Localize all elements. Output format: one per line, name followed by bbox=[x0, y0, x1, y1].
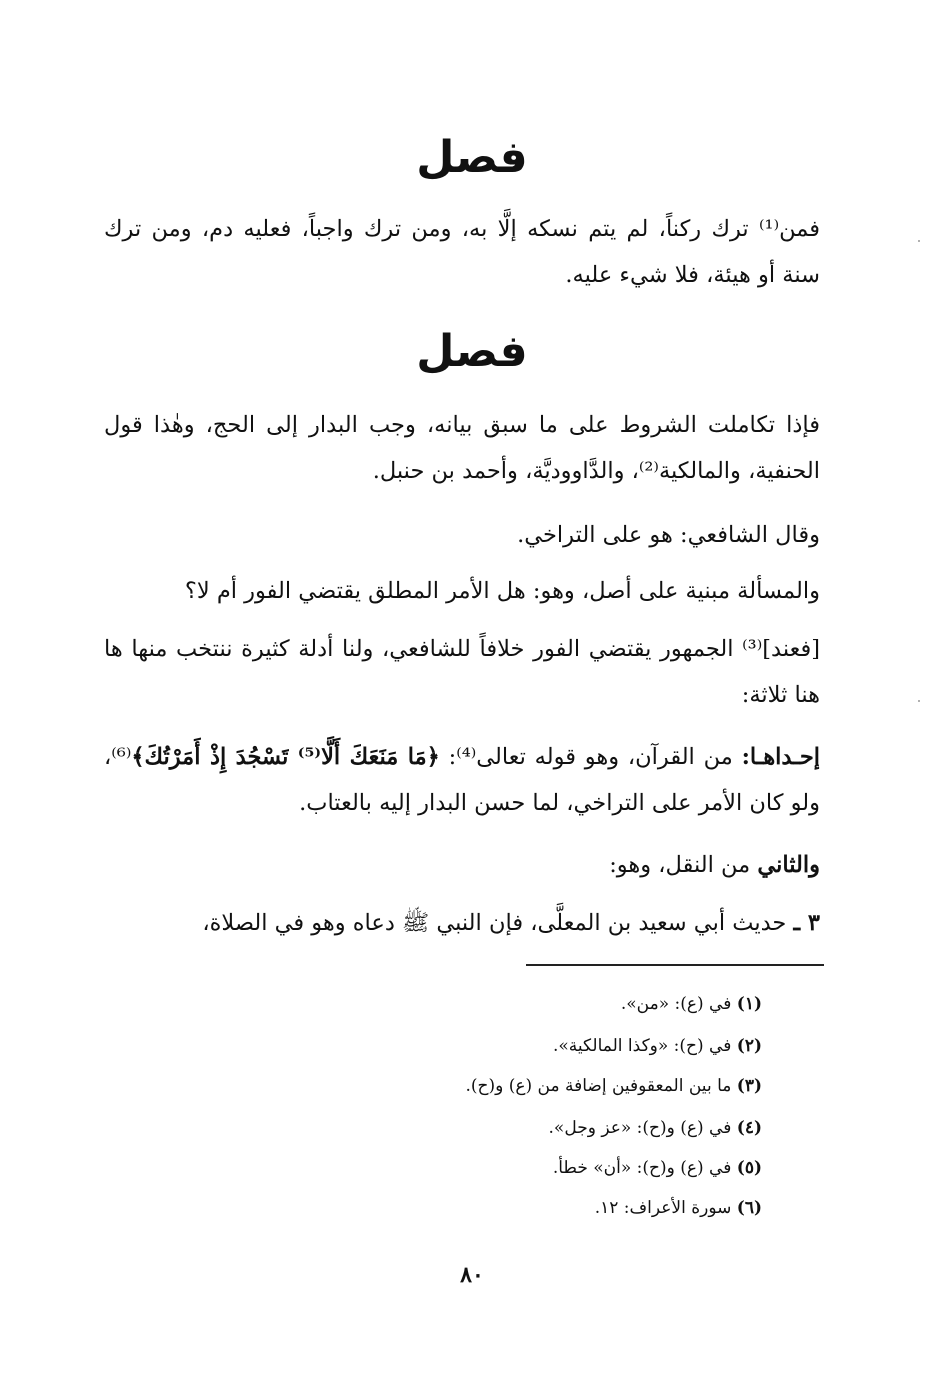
footnote-number: (٤) bbox=[736, 1118, 762, 1138]
paragraph-8-text: حديث أبي سعيد بن المعلَّى، فإن النبي ﷺ دعاه وهو في الصلاة، bbox=[202, 910, 794, 936]
paragraph-6-text: من القرآن، وهو قوله تعالى⁽⁴⁾: bbox=[439, 744, 742, 770]
scan-speck bbox=[918, 700, 920, 702]
footnote-5 bbox=[553, 1156, 762, 1180]
footnote-number: (٣) bbox=[736, 1076, 762, 1096]
footnote-text: سورة الأعراف: ١٢. bbox=[594, 1198, 737, 1218]
paragraph-6-rest: ⁽⁶⁾، ولو كان الأمر على التراخي، لما حسن البدار إليه بالعتاب. bbox=[104, 744, 820, 816]
footnote-number: (١) bbox=[736, 994, 762, 1014]
paragraph-5: [فعند]⁽³⁾ الجمهور يقتضي الفور خلافاً للشافعي، ولنا أدلة كثيرة ننتخب منها ها هنا ثلاثة: bbox=[104, 636, 820, 708]
section-heading-1: فصل bbox=[416, 132, 528, 183]
footnote-text: في (ع) و(ح): «أن» خطأ. bbox=[552, 1158, 737, 1178]
paragraph-8-lead: ٣ ـ bbox=[793, 910, 820, 936]
footnote-number: (٢) bbox=[736, 1036, 762, 1056]
paragraph-7 bbox=[104, 842, 820, 888]
footnote-number: (٦) bbox=[736, 1198, 762, 1218]
footnote-text: ما بين المعقوفين إضافة من (ع) و(ح). bbox=[465, 1076, 737, 1096]
footnote-number: (٥) bbox=[736, 1158, 762, 1178]
footnote-text: في (ع): «من». bbox=[620, 994, 737, 1014]
footnote-1 bbox=[621, 992, 762, 1016]
paragraph-4: والمسألة مبنية على أصل، وهو: هل الأمر المطلق يقتضي الفور أم لا؟ bbox=[184, 578, 820, 604]
paragraph-7-lead: والثاني bbox=[757, 852, 820, 878]
quran-verse: ﴿مَا مَنَعَكَ أَلَّا⁽⁵⁾ تَسْجُدَ إِذْ أَمَرْتُكَ﴾ bbox=[131, 744, 440, 770]
paragraph-3: وقال الشافعي: هو على التراخي. bbox=[517, 522, 820, 548]
footnote-4 bbox=[549, 1116, 762, 1140]
footnote-separator bbox=[526, 964, 824, 966]
paragraph-6 bbox=[104, 734, 820, 826]
paragraph-7-text: من النقل، وهو: bbox=[609, 852, 758, 878]
paragraph-1: فمن⁽¹⁾ ترك ركناً، لم يتم نسكه إلَّا به، ومن ترك واجباً، فعليه دم، ومن ترك سنة أو هيئة، فلا شيء عليه. bbox=[104, 216, 820, 288]
footnote-text: في (ح): «وكذا المالكية». bbox=[553, 1036, 737, 1056]
section-heading-2: فصل bbox=[416, 326, 528, 377]
paragraph-6-lead: إحـداهـا: bbox=[741, 744, 820, 770]
page-number: ٨٠ bbox=[460, 1262, 484, 1288]
footnote-3 bbox=[465, 1074, 762, 1098]
paragraph-8 bbox=[104, 900, 820, 946]
footnote-2 bbox=[553, 1034, 762, 1058]
footnote-text: في (ع) و(ح): «عز وجل». bbox=[548, 1118, 737, 1138]
scan-speck bbox=[918, 240, 920, 242]
footnote-6 bbox=[595, 1196, 762, 1220]
paragraph-2: فإذا تكاملت الشروط على ما سبق بيانه، وجب البدار إلى الحج، وهٰذا قول الحنفية، والمالكية⁽²⁾، والدَّاووديَّة، وأحمد بن حنبل. bbox=[104, 412, 820, 484]
